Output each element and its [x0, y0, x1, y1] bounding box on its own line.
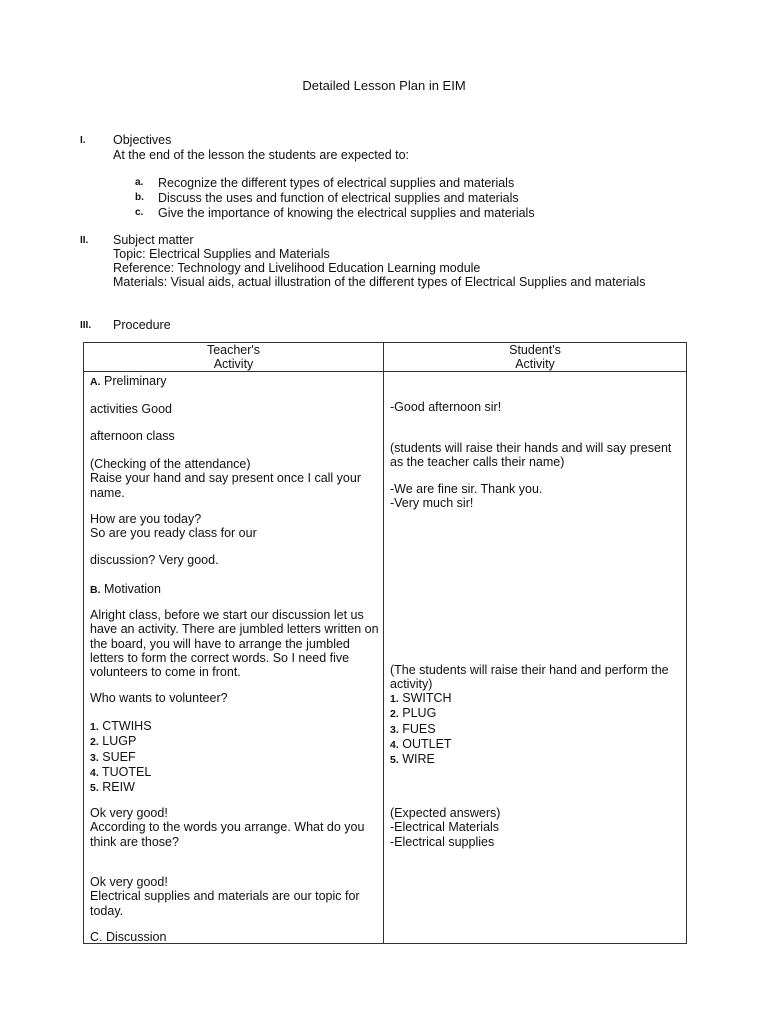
objectives-intro: At the end of the lesson the students are expected to:	[113, 147, 410, 162]
objective-text: Recognize the different types of electrical supplies and materials	[158, 176, 515, 190]
subject-reference: Reference: Technology and Livelihood Education Learning module	[113, 261, 481, 275]
list-item: 3. SUEF	[90, 749, 136, 764]
list-item: 1. SWITCH	[390, 691, 452, 705]
student-text: -Good afternoon sir!	[390, 400, 502, 414]
answers-list	[390, 691, 682, 767]
list-item: 2. LUGP	[90, 734, 137, 749]
section-heading: Subject matter	[113, 233, 194, 247]
teacher-text: Alright class, before we start our discussion let us have an activity. There are jumbled letters written on the board, you will have to arrange the jumbled letters to form the correct words. So I need five volunteers to come in front.	[90, 608, 379, 680]
header-line: Activity	[213, 357, 254, 371]
list-item: 4. OUTLET	[390, 736, 452, 751]
objective-item	[113, 176, 673, 191]
objective-letter: b.	[135, 192, 144, 203]
header-line: Student's	[509, 343, 561, 357]
preliminary-heading: A. Preliminary	[90, 374, 167, 388]
section-number: II.	[80, 235, 89, 246]
teacher-text: So are you ready class for our	[90, 526, 257, 541]
student-text: (Expected answers)	[390, 806, 501, 820]
header-line: Activity	[515, 357, 555, 371]
student-activity-cell	[384, 372, 687, 944]
section-heading: Objectives	[113, 133, 172, 147]
teacher-text: Ok very good!	[90, 875, 168, 889]
discussion-heading: C. Discussion	[90, 930, 167, 944]
list-item: 1. CTWIHS	[90, 719, 152, 733]
teacher-text: Ok very good!	[90, 806, 168, 820]
list-item: 4. TUOTEL	[90, 764, 152, 779]
objective-item	[113, 191, 673, 206]
list-item: 3. FUES	[390, 721, 436, 736]
teacher-activity-header	[84, 343, 384, 372]
section-heading: Procedure	[113, 318, 171, 332]
document-title: Detailed Lesson Plan in EIM	[302, 78, 466, 93]
teacher-text: afternoon class	[90, 429, 175, 443]
subject-materials: Materials: Visual aids, actual illustration of the different types of Electrical Supplies and materials	[113, 275, 646, 289]
list-item: 2. PLUG	[390, 706, 437, 721]
header-line: Teacher's	[206, 343, 261, 357]
subject-topic: Topic: Electrical Supplies and Materials	[113, 247, 330, 261]
objective-letter: c.	[135, 207, 144, 218]
section-number: I.	[80, 135, 86, 146]
procedure-table	[83, 342, 687, 944]
teacher-text: Electrical supplies and materials are our topic for today.	[90, 889, 360, 918]
section-number: III.	[80, 320, 92, 331]
teacher-text: activities Good	[90, 402, 172, 416]
student-text: (students will raise their hands and will say present as the teacher calls their name)	[390, 441, 672, 470]
teacher-activity-cell	[84, 372, 384, 944]
list-item: 5. REIW	[90, 780, 135, 795]
objective-item	[113, 206, 673, 221]
student-text: -Electrical supplies	[390, 834, 495, 849]
motivation-heading: B. Motivation	[90, 582, 161, 596]
student-text: -We are fine sir. Thank you.	[390, 482, 543, 496]
teacher-text: Who wants to volunteer?	[90, 691, 228, 705]
student-text: -Electrical Materials	[390, 820, 500, 835]
student-text: (The students will raise their hand and perform the activity)	[390, 663, 669, 692]
jumbled-words-list	[90, 719, 379, 795]
teacher-text: How are you today?	[90, 512, 202, 526]
teacher-text: (Checking of the attendance)	[90, 457, 251, 471]
objective-text: Give the importance of knowing the electrical supplies and materials	[158, 206, 535, 220]
teacher-text: discussion? Very good.	[90, 553, 219, 567]
teacher-text: Raise your hand and say present once I call your name.	[90, 471, 361, 500]
objective-letter: a.	[135, 177, 144, 188]
student-activity-header	[384, 343, 687, 372]
student-text: -Very much sir!	[390, 496, 474, 511]
list-item: 5. WIRE	[390, 752, 435, 767]
objective-text: Discuss the uses and function of electrical supplies and materials	[158, 191, 519, 205]
teacher-text: According to the words you arrange. What do you think are those?	[90, 820, 365, 849]
